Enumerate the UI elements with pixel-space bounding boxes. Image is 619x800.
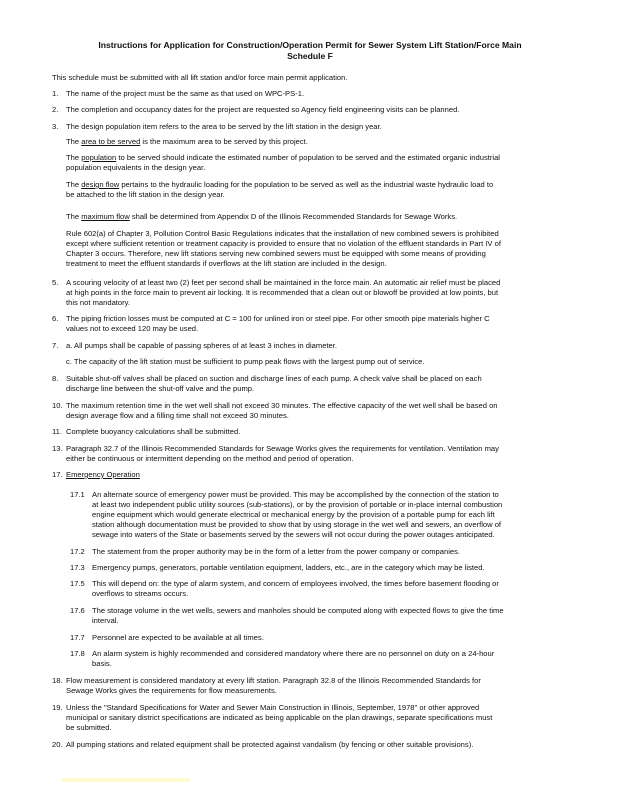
item-text: a. All pumps shall be capable of passing spheres of at least 3 inches in diameter. bbox=[66, 341, 338, 350]
text-fragment: shall be determined from Appendix D of the Illinois Recommended Standards for Sewage Works. bbox=[129, 212, 458, 221]
underlined-term: Emergency Operation bbox=[66, 470, 140, 479]
area-paragraph bbox=[66, 137, 566, 147]
item-text: c. The capacity of the lift station must be sufficient to pump peak flows with the largest pump out of service. bbox=[66, 357, 425, 366]
item-text: either be continuous or intermittent depending on the method and period of operation. bbox=[66, 454, 354, 463]
item-number: 2. bbox=[52, 105, 59, 114]
item-text: values not to exceed 120 may be used. bbox=[66, 324, 199, 333]
design-flow-paragraph bbox=[66, 180, 566, 190]
paragraph-line: Chapter 3 occurs. Therefore, new lift stations serving new combined sewers must be equipped with some means of providing bbox=[66, 249, 486, 258]
subitem-text: interval. bbox=[92, 616, 119, 625]
subitem-text: An alternate source of emergency power must be provided. This may be accomplished by the connection of the station to bbox=[92, 490, 499, 499]
text-fragment: is the maximum area to be served by this project. bbox=[140, 137, 308, 146]
document-subtitle: Schedule F bbox=[287, 51, 333, 61]
item-text: The name of the project must be the same as that used on WPC-PS-1. bbox=[66, 89, 305, 98]
subitem-number: 17.1 bbox=[70, 490, 85, 499]
item-text: Suitable shut-off valves shall be placed on suction and discharge lines of each pump. A check valve shall be placed on each bbox=[66, 374, 482, 383]
paragraph-line: be attached to the lift station in the design year. bbox=[66, 190, 225, 199]
item-number: 3. bbox=[52, 122, 59, 131]
text-fragment: pertains to the hydraulic loading for the population to be served as well as the industrial waste hydraulic load to bbox=[119, 180, 494, 189]
subitem-number: 17.3 bbox=[70, 563, 85, 572]
underlined-term: population bbox=[81, 153, 117, 162]
item-text: All pumping stations and related equipment shall be protected against vandalism (by fencing or other suitable provisions). bbox=[66, 740, 474, 749]
underlined-term: maximum flow bbox=[81, 212, 130, 221]
paragraph-line: Rule 602(a) of Chapter 3, Pollution Control Basic Regulations indicates that the installation of new combined sewers is prohibited bbox=[66, 229, 499, 238]
intro-text: This schedule must be submitted with all lift station and/or force main permit application. bbox=[52, 73, 348, 82]
item-number: 8. bbox=[52, 374, 59, 383]
item-text: this not mandatory. bbox=[66, 298, 131, 307]
subitem-number: 17.6 bbox=[70, 606, 85, 615]
subitem-number: 17.5 bbox=[70, 579, 85, 588]
subitem-text: This will depend on: the type of alarm system, and concern of employees involved, the times before basement flooding or bbox=[92, 579, 499, 588]
subitem-text: Emergency pumps, generators, portable ventilation equipment, ladders, etc., are in the category which may be listed. bbox=[92, 563, 485, 572]
item-number: 5. bbox=[52, 278, 59, 287]
section-heading bbox=[66, 470, 566, 480]
item-number: 18. bbox=[52, 676, 63, 685]
subitem-number: 17.7 bbox=[70, 633, 85, 642]
subitem-text: The storage volume in the wet wells, sewers and manholes should be computed along with expected flows to give the time bbox=[92, 606, 504, 615]
subitem-number: 17.2 bbox=[70, 547, 85, 556]
underlined-term: area to be served bbox=[81, 137, 141, 146]
item-text: discharge line between the shut-off valve and the pump. bbox=[66, 384, 255, 393]
item-text: Flow measurement is considered mandatory at every lift station. Paragraph 32.8 of the Illinois Recommended Standards for bbox=[66, 676, 481, 685]
paragraph-line: except where sufficient retention or treatment capacity is provided to ensure that no violation of the effluent standards in Part IV of bbox=[66, 239, 501, 248]
text-fragment: The bbox=[66, 180, 82, 189]
item-text: The piping friction losses must be computed at C = 100 for unlined iron or steel pipe. For other smooth pipe materials higher C bbox=[66, 314, 490, 323]
item-text: design average flow and a filling time shall not exceed 30 minutes. bbox=[66, 411, 289, 420]
item-text: A scouring velocity of at least two (2) feet per second shall be maintained in the force main. An automatic air relief must be placed bbox=[66, 278, 501, 287]
subitem-text: sewage into waters of the State or basements served by the sewers will not occur during the power outages anticipated. bbox=[92, 530, 495, 539]
paragraph-line: population equivalents in the design year. bbox=[66, 163, 206, 172]
text-fragment: The bbox=[66, 153, 82, 162]
item-number: 1. bbox=[52, 89, 59, 98]
item-number: 13. bbox=[52, 444, 63, 453]
item-number: 17. bbox=[52, 470, 63, 479]
item-text: be submitted. bbox=[66, 723, 112, 732]
subitem-text: overflows to streams occurs. bbox=[92, 589, 189, 598]
item-number: 11. bbox=[52, 427, 62, 436]
document-title: Instructions for Application for Construction/Operation Permit for Sewer System Lift Station/Force Main bbox=[98, 40, 522, 50]
highlight-mark bbox=[62, 778, 190, 782]
subitem-text: engine equipment which would generate electrical or mechanical energy by the provision of a portable pump for each lift bbox=[92, 510, 495, 519]
subitem-number: 17.8 bbox=[70, 649, 85, 658]
subitem-text: Personnel are expected to be available at all times. bbox=[92, 633, 264, 642]
item-text: Paragraph 32.7 of the Illinois Recommended Standards for Sewage Works gives the requirements for ventilation. Ventilation may bbox=[66, 444, 499, 453]
item-text: The design population item refers to the area to be served by the lift station in the design year. bbox=[66, 122, 382, 131]
item-text: Unless the "Standard Specifications for Water and Sewer Main Construction in Illinois, September, 1978" or other approved bbox=[66, 703, 480, 712]
maximum-flow-paragraph bbox=[66, 212, 566, 222]
subitem-text: station although documentation must be provided to show that by using storage in the wet well and sewers, an overflow of bbox=[92, 520, 502, 529]
item-number: 19. bbox=[52, 703, 63, 712]
underlined-term: design flow bbox=[81, 180, 120, 189]
item-text: municipal or sanitary district specifications are indicated as being applicable on the plan drawings, separate specifications must bbox=[66, 713, 493, 722]
item-number: 20. bbox=[52, 740, 63, 749]
item-text: The completion and occupancy dates for the project are requested so Agency field engineering visits can be planned. bbox=[66, 105, 460, 114]
item-number: 7. bbox=[52, 341, 59, 350]
paragraph-line: treatment to meet the effluent standards if overflows at the lift station are included in the design. bbox=[66, 259, 387, 268]
item-number: 6. bbox=[52, 314, 59, 323]
text-fragment: to be served should indicate the estimated number of population to be served and the estimated organic industrial bbox=[116, 153, 500, 162]
subitem-text: basis. bbox=[92, 659, 112, 668]
subitem-text: An alarm system is highly recommended and considered mandatory where there are no personnel on duty on a 24-hour bbox=[92, 649, 495, 658]
item-number: 10. bbox=[52, 401, 63, 410]
text-fragment: The bbox=[66, 212, 82, 221]
item-text: at high points in the force main to prevent air locking. It is recommended that a clean out or blowoff be provided at low points, but bbox=[66, 288, 499, 297]
item-text: Sewage Works gives the requirements for flow measurements. bbox=[66, 686, 277, 695]
subitem-text: at least two independent public utility sources (sub-stations), or by the provision of portable or in-place internal combustion bbox=[92, 500, 503, 509]
text-fragment: The bbox=[66, 137, 82, 146]
item-text: The maximum retention time in the wet well shall not exceed 30 minutes. The effective capacity of the wet well shall be based on bbox=[66, 401, 498, 410]
item-text: Complete buoyancy calculations shall be submitted. bbox=[66, 427, 241, 436]
population-paragraph bbox=[66, 153, 566, 163]
subitem-text: The statement from the proper authority may be in the form of a letter from the power company or companies. bbox=[92, 547, 461, 556]
